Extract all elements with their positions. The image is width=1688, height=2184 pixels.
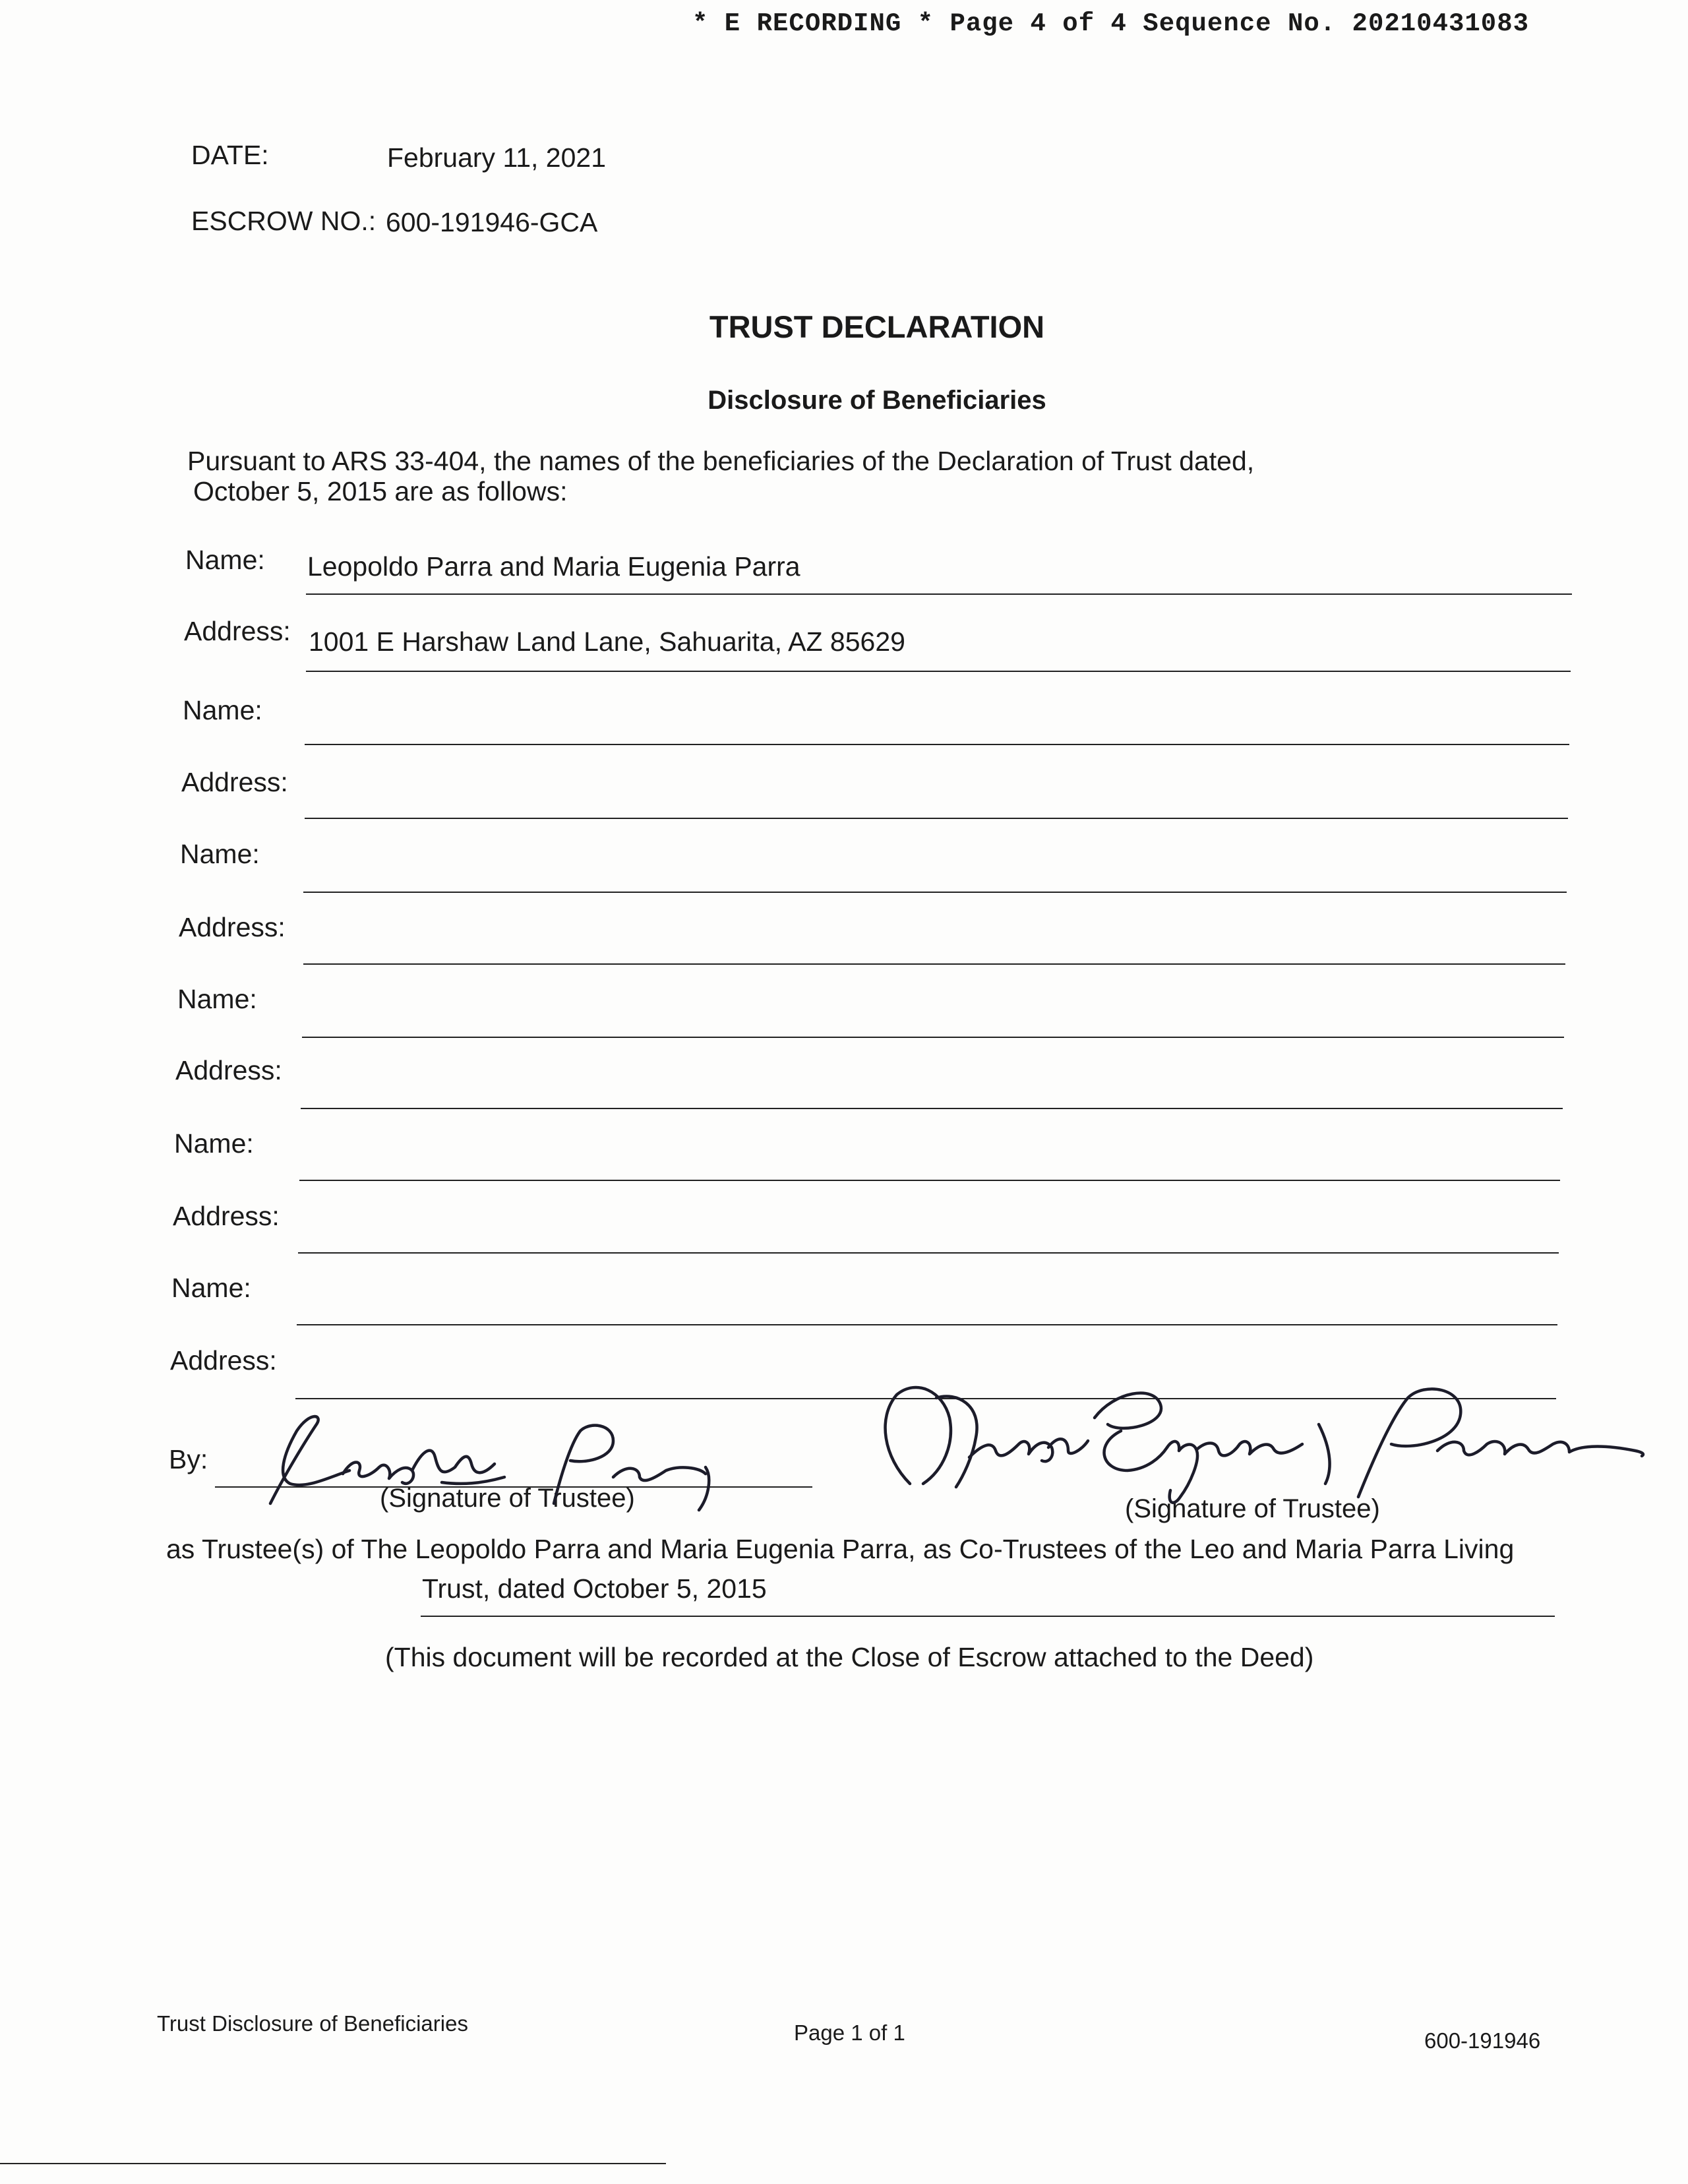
name-line [303, 892, 1567, 893]
address-label: Address: [173, 1201, 280, 1231]
name-line [297, 1324, 1557, 1325]
name-label: Name: [171, 1273, 251, 1303]
trustee-statement-underline [421, 1616, 1555, 1617]
footer-escrow-ref: 600-191946 [1424, 2028, 1541, 2053]
escrow-label: ESCROW NO.: [191, 206, 377, 236]
address-line [303, 963, 1565, 965]
name-label: Name: [174, 1128, 254, 1159]
recording-header: * E RECORDING * Page 4 of 4 Sequence No. 20210431083 [692, 9, 1529, 38]
name-label: Name: [177, 984, 257, 1014]
name-line [299, 1180, 1560, 1181]
name-label: Name: [180, 839, 260, 869]
document-title: TRUST DECLARATION [709, 309, 1045, 344]
address-line [305, 818, 1568, 819]
address-label: Address: [175, 1055, 282, 1085]
signature-left-image [244, 1405, 745, 1517]
name-line [302, 1037, 1564, 1038]
document-subtitle: Disclosure of Beneficiaries [708, 386, 1046, 415]
footer-page-number: Page 1 of 1 [794, 2020, 905, 2045]
page-edge-line [0, 2163, 666, 2164]
signature-caption-right: (Signature of Trustee) [1125, 1494, 1380, 1523]
beneficiary-address: 1001 E Harshaw Land Lane, Sahuarita, AZ 85629 [309, 626, 905, 657]
name-line [306, 593, 1572, 595]
intro-line-1: Pursuant to ARS 33-404, the names of the beneficiaries of the Declaration of Trust dated, [187, 446, 1255, 476]
date-value: February 11, 2021 [387, 142, 607, 173]
address-label: Address: [170, 1345, 277, 1376]
intro-line-2: October 5, 2015 are as follows: [193, 476, 568, 506]
address-label: Address: [179, 912, 286, 942]
escrow-value: 600-191946-GCA [386, 207, 598, 237]
trustee-statement-line-2: Trust, dated October 5, 2015 [422, 1573, 767, 1604]
date-label: DATE: [191, 140, 269, 170]
footer-document-name: Trust Disclosure of Beneficiaries [157, 2011, 468, 2036]
signature-caption-left: (Signature of Trustee) [380, 1484, 635, 1513]
signature-right-image [870, 1378, 1648, 1510]
trustee-statement-line-1: as Trustee(s) of The Leopoldo Parra and Maria Eugenia Parra, as Co-Trustees of the Leo and Maria Parra Living [166, 1534, 1515, 1564]
recording-note: (This document will be recorded at the Close of Escrow attached to the Deed) [385, 1642, 1314, 1672]
address-line [298, 1252, 1559, 1254]
by-label: By: [169, 1444, 208, 1474]
name-label: Name: [185, 545, 265, 575]
beneficiary-name: Leopoldo Parra and Maria Eugenia Parra [307, 551, 800, 582]
name-line [305, 744, 1569, 745]
address-line [306, 671, 1571, 672]
address-label: Address: [184, 616, 291, 646]
name-label: Name: [183, 695, 262, 725]
address-label: Address: [181, 767, 288, 797]
address-line [301, 1108, 1563, 1109]
